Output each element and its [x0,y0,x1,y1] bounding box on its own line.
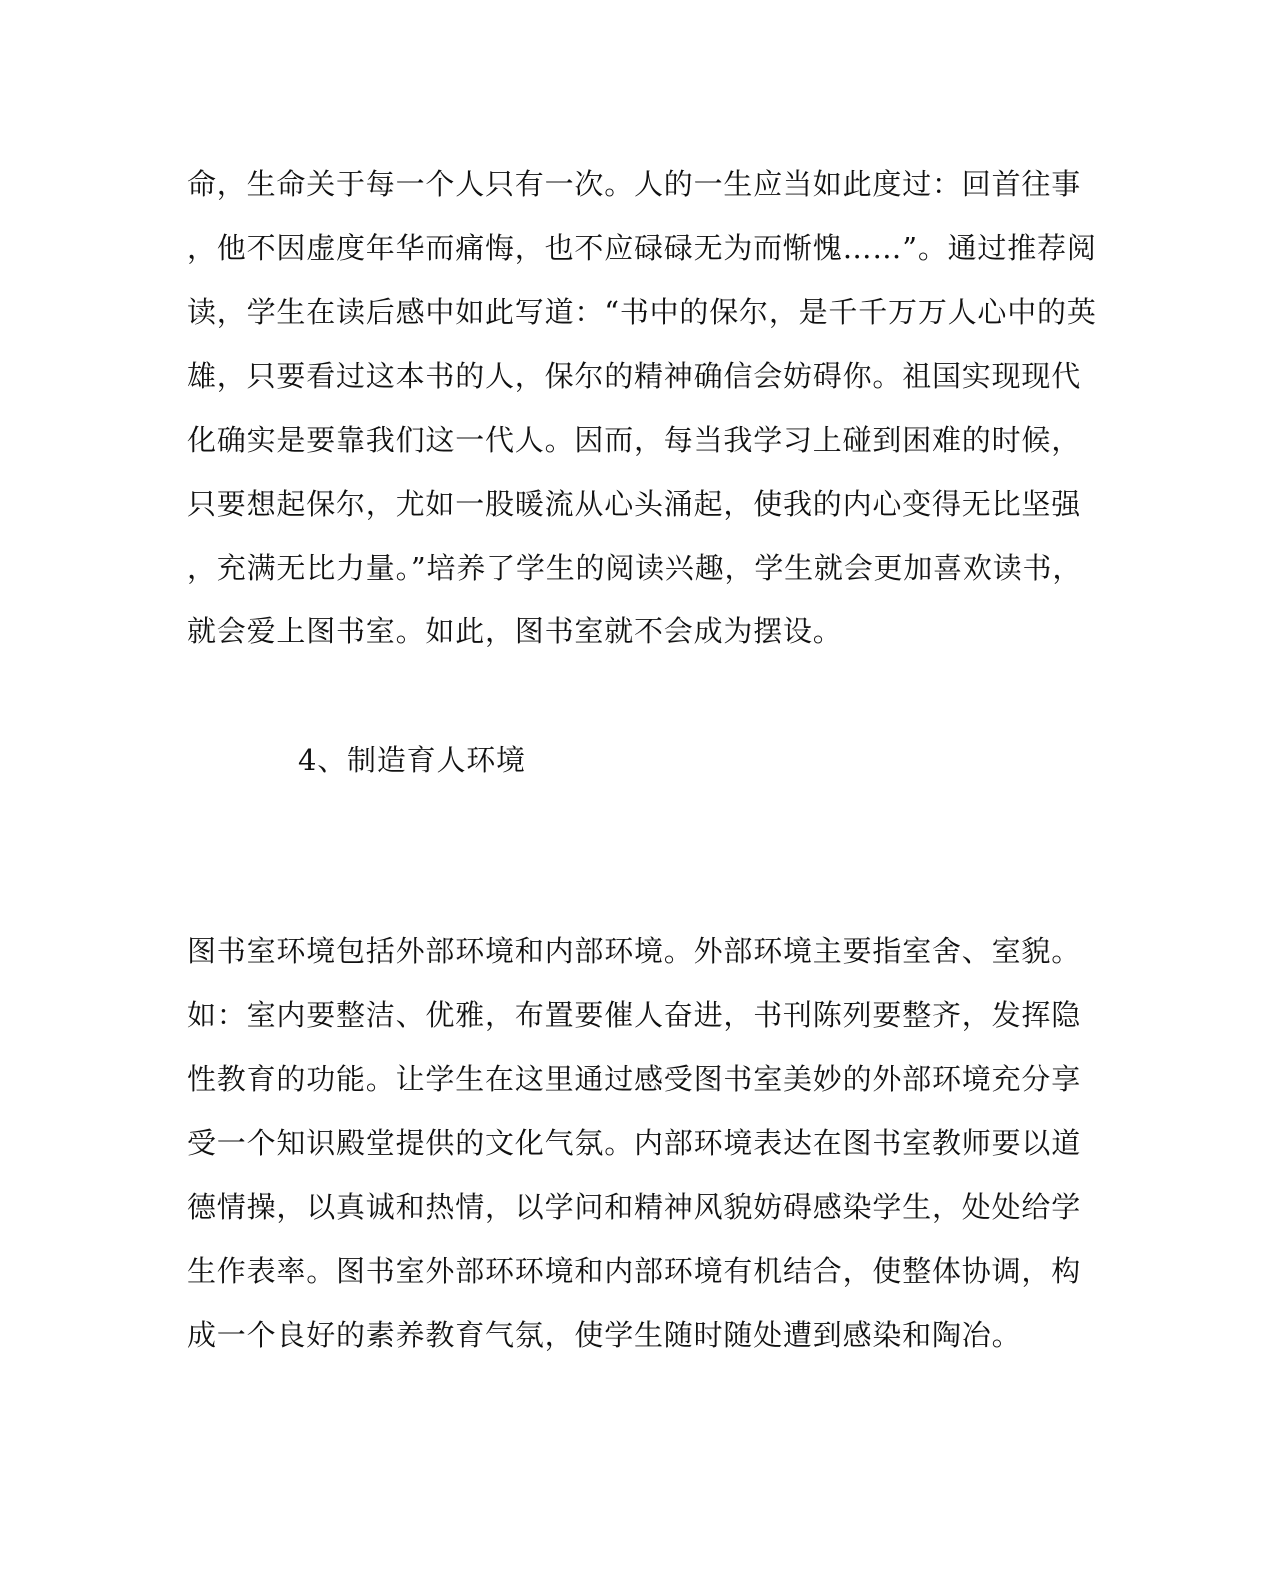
paragraph-line: 性教育的功能。让学生在这里通过感受图书室美妙的外部环境充分享 [187,1062,1082,1096]
paragraph-line: 图书室环境包括外部环境和内部环境。外部环境主要指室舍、室貌。 [187,934,1082,968]
paragraph-line: 只要想起保尔，尤如一股暖流从心头涌起，使我的内心变得无比坚强 [187,487,1082,521]
paragraph-line: ，他不因虚度年华而痛悔，也不应碌碌无为而惭愧……”。通过推荐阅 [187,231,1097,265]
paragraph-line: 德情操，以真诚和热情，以学问和精神风貌妨碍感染学生，处处给学 [187,1190,1082,1224]
paragraph-line: 化确实是要靠我们这一代人。因而，每当我学习上碰到困难的时候， [187,423,1082,457]
paragraph-line: 就会爱上图书室。如此，图书室就不会成为摆设。 [187,614,843,648]
paragraph-line: 雄，只要看过这本书的人，保尔的精神确信会妨碍你。祖国实现现代 [187,359,1082,393]
paragraph-line: 命，生命关于每一个人只有一次。人的一生应当如此度过：回首往事 [187,167,1082,201]
paragraph-line: 受一个知识殿堂提供的文化气氛。内部环境表达在图书室教师要以道 [187,1126,1082,1160]
paragraph-line: 读，学生在读后感中如此写道：“书中的保尔，是千千万万人心中的英 [187,295,1097,329]
paragraph-line: 如：室内要整洁、优雅，布置要催人奋进，书刊陈列要整齐，发挥隐 [187,998,1082,1032]
paragraph-line: ，充满无比力量。”培养了学生的阅读兴趣，学生就会更加喜欢读书， [187,551,1083,585]
paragraph-line: 成一个良好的素养教育气氛，使学生随时随处遭到感染和陶冶。 [187,1318,1022,1352]
paragraph-line: 生作表率。图书室外部环环境和内部环境有机结合，使整体协调，构 [187,1254,1082,1288]
section-heading: 4、制造育人环境 [298,743,526,777]
